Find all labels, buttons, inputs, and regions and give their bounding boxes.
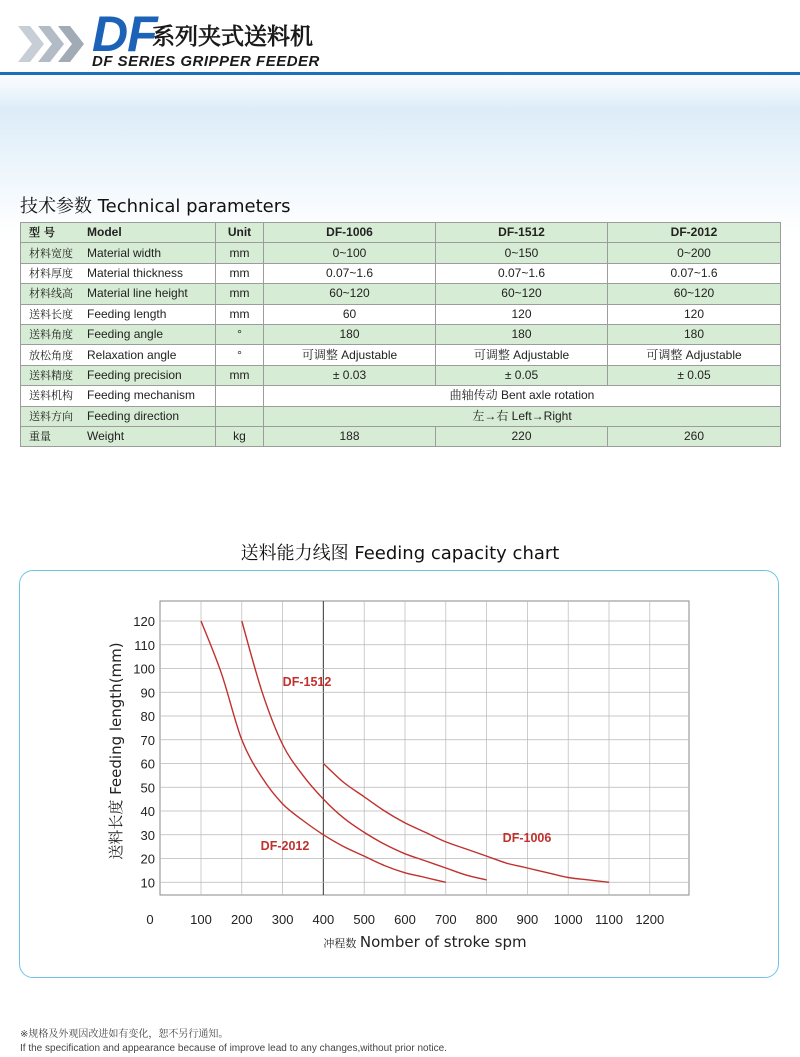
param-name-cn: 材料宽度: [29, 246, 73, 260]
value-cell: ± 0.05: [608, 365, 781, 385]
param-name-en: Feeding precision: [87, 367, 182, 382]
param-name-en: Feeding angle: [87, 327, 164, 342]
value-cell: 可调整 Adjustable: [608, 345, 781, 365]
param-name-en: Feeding mechanism: [87, 388, 196, 403]
value-cell: ± 0.03: [264, 365, 436, 385]
y-tick-label: 10: [140, 875, 155, 891]
y-tick-label: 110: [134, 637, 155, 653]
page-title-cn: 系列夹式送料机: [152, 24, 313, 50]
value-cell: 120: [436, 304, 608, 324]
page-title-en: DF SERIES GRIPPER FEEDER: [92, 53, 320, 70]
origin-label: 0: [146, 912, 154, 927]
value-cell: ± 0.05: [436, 365, 608, 385]
param-name-en: Relaxation angle: [87, 347, 177, 362]
value-cell: 可调整 Adjustable: [436, 345, 608, 365]
x-tick-label: 300: [271, 912, 294, 927]
value-cell: 60~120: [264, 284, 436, 304]
unit-cell: mm: [216, 284, 264, 304]
param-name-en: Feeding direction: [87, 408, 180, 423]
param-name-cn: 送料精度: [29, 368, 73, 382]
param-name-cn: 型 号: [29, 226, 55, 240]
y-tick-label: 60: [140, 756, 155, 772]
x-tick-label: 600: [394, 912, 416, 927]
value-cell: 220: [436, 426, 608, 446]
unit-cell: mm: [216, 304, 264, 324]
value-cell: 0.07~1.6: [436, 263, 608, 283]
unit-header: Unit: [216, 223, 264, 243]
param-name-cn: 重量: [29, 430, 51, 444]
series-label-df-1006: DF-1006: [502, 831, 552, 845]
param-name-en: Material width: [87, 245, 162, 260]
model-header: DF-1512: [436, 223, 608, 243]
value-cell: 0~200: [608, 243, 781, 263]
y-tick-label: 90: [140, 685, 155, 701]
merged-value-cell: 曲轴传动 Bent axle rotation: [264, 386, 781, 406]
model-header: DF-1006: [264, 223, 436, 243]
y-tick-label: 100: [133, 661, 155, 677]
param-name-cn: 材料线高: [29, 287, 73, 301]
x-tick-label: 1000: [553, 912, 583, 927]
value-cell: 可调整 Adjustable: [264, 345, 436, 365]
footnote-en: If the specification and appearance because of improve lead to any changes,without prior notice.: [20, 1043, 447, 1054]
value-cell: 60~120: [436, 284, 608, 304]
param-name-cn: 材料厚度: [29, 266, 73, 280]
y-tick-label: 120: [133, 614, 155, 629]
y-tick-label: 80: [140, 709, 155, 724]
value-cell: 188: [264, 426, 436, 446]
param-name-en: Material line height: [87, 286, 188, 301]
unit-cell: kg: [216, 426, 264, 446]
value-cell: 0~100: [264, 243, 436, 263]
x-tick-label: 1100: [595, 912, 623, 927]
value-cell: 60: [264, 304, 436, 324]
y-axis-label: 送料长度 Feeding length(mm): [107, 642, 125, 860]
param-name-en: Feeding length: [87, 306, 167, 321]
x-tick-label: 100: [190, 912, 212, 927]
x-tick-label: 500: [353, 912, 376, 927]
footnote-cn: ※规格及外观因改进如有变化，恕不另行通知。: [20, 1029, 229, 1040]
param-name-cn: 放松角度: [29, 348, 73, 362]
unit-cell: mm: [216, 243, 264, 263]
param-name-cn: 送料角度: [29, 328, 73, 342]
model-header: DF-2012: [608, 223, 781, 243]
y-tick-label: 20: [140, 851, 155, 867]
value-cell: 0.07~1.6: [264, 263, 436, 283]
y-tick-label: 40: [140, 804, 155, 819]
unit-cell: °: [216, 345, 264, 365]
value-cell: 60~120: [608, 284, 781, 304]
x-tick-label: 400: [312, 912, 335, 927]
x-axis-label-cn: 冲程数: [323, 937, 360, 950]
value-cell: 260: [608, 426, 781, 446]
param-name-en: Model: [87, 225, 122, 240]
unit-cell: mm: [216, 263, 264, 283]
unit-cell: °: [216, 324, 264, 344]
brand-logo: DF: [92, 6, 157, 62]
y-tick-label: 30: [140, 827, 155, 843]
merged-value-cell: 左→右 Left→Right: [264, 406, 781, 426]
y-tick-label: 70: [140, 732, 155, 748]
series-label-df-2012: DF-2012: [260, 839, 310, 853]
x-tick-label: 1200: [635, 912, 665, 927]
unit-cell: mm: [216, 365, 264, 385]
value-cell: 0~150: [436, 243, 608, 263]
tech-params-title: 技术参数 Technical parameters: [20, 196, 291, 217]
value-cell: 180: [608, 324, 781, 344]
x-tick-label: 800: [475, 912, 498, 927]
param-name-en: Material thickness: [87, 265, 184, 280]
x-tick-label: 700: [434, 912, 457, 927]
chart-title: 送料能力线图 Feeding capacity chart: [240, 543, 560, 564]
value-cell: 120: [608, 304, 781, 324]
x-tick-label: 200: [230, 912, 253, 927]
value-cell: 0.07~1.6: [608, 263, 781, 283]
x-axis-label: [323, 933, 526, 951]
x-tick-label: 900: [516, 912, 539, 927]
y-tick-label: 50: [140, 780, 155, 796]
param-name-cn: 送料长度: [29, 307, 73, 321]
param-name-en: Weight: [87, 429, 125, 444]
param-name-cn: 送料方向: [29, 409, 73, 423]
param-name-cn: 送料机构: [29, 389, 73, 403]
value-cell: 180: [264, 324, 436, 344]
value-cell: 180: [436, 324, 608, 344]
x-axis-label-en: Nomber of stroke spm: [359, 933, 527, 951]
series-label-df-1512: DF-1512: [282, 675, 332, 689]
